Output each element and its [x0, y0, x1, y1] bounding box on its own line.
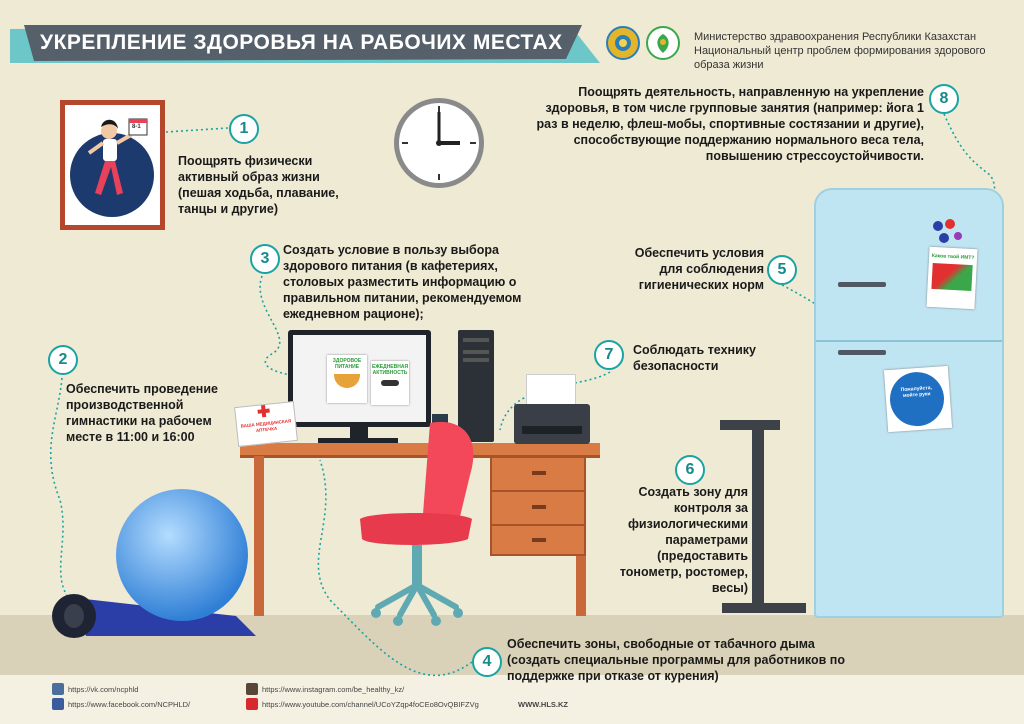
bmi-note — [926, 247, 977, 309]
bmi-note-title: Каков твой ИМТ? — [931, 252, 975, 262]
instagram-link[interactable]: https://www.instagram.com/be_healthy_kz/ — [262, 685, 405, 694]
ministry-line-1: Министерство здравоохранения Республики Казахстан — [694, 31, 977, 43]
fitness-ball — [112, 485, 252, 625]
handwash-sticker — [884, 366, 952, 432]
step-badge-4: 4 — [472, 647, 502, 677]
website-link[interactable]: WWW.HLS.KZ — [518, 700, 568, 709]
ministry-line-2: Национальный центр проблем формирования здорового образа жизни — [694, 45, 986, 71]
calendar-day: 8-1 — [132, 124, 141, 130]
medical-kit-label: ВАША МЕДИЦИНСКАЯ АПТЕЧКА — [240, 418, 292, 434]
facebook-link[interactable]: https://www.facebook.com/NCPHLD/ — [68, 700, 191, 709]
step-badge-7: 7 — [594, 340, 624, 370]
facebook-icon[interactable] — [52, 698, 64, 710]
height-scale-base — [722, 603, 806, 613]
item-5-text: Обеспечить условия для соблюдения гигиенических норм — [634, 246, 764, 292]
item-4-text: Обеспечить зоны, свободные от табачного дыма (создать специальные программы для работников по поддержке при отказе от курения) — [507, 637, 845, 683]
step-badge-3: 3 — [250, 244, 280, 274]
instagram-icon[interactable] — [246, 683, 258, 695]
desk-left-leg — [254, 456, 264, 616]
desk-drawers — [490, 456, 586, 556]
fridge-handle-bottom — [838, 350, 886, 355]
item-6-text: Создать зону для контроля за физиологическими параметрами (предоставить тонометр, ростомер, весы) — [619, 485, 748, 595]
printer — [514, 404, 590, 444]
step-badge-6: 6 — [675, 455, 705, 485]
handwash-sticker-label: Пожалуйста, мойте руки — [900, 385, 933, 400]
vk-link[interactable]: https://vk.com/ncphld — [68, 685, 139, 694]
page-title: УКРЕПЛЕНИЕ ЗДОРОВЬЯ НА РАБОЧИХ МЕСТАХ — [40, 31, 563, 54]
step-badge-2: 2 — [48, 345, 78, 375]
fridge-magnets — [930, 218, 970, 248]
healthy-food-card-label: ЗДОРОВОЕ ПИТАНИЕ — [332, 358, 362, 370]
medical-kit — [234, 401, 298, 447]
daily-activity-card-label: ЕЖЕДНЕВНАЯ АКТИВНОСТЬ — [371, 364, 409, 376]
youtube-icon[interactable] — [246, 698, 258, 710]
item-2-text: Обеспечить проведение производственной гимнастики на рабочем месте в 11:00 и 16:00 — [66, 382, 218, 444]
item-7-text: Соблюдать технику безопасности — [633, 343, 756, 373]
height-scale-post — [752, 430, 764, 610]
item-1-text: Поощрять физически активный образ жизни (пешая ходьба, плавание, танцы и другие) — [178, 154, 339, 216]
item-3-text: Создать условие в пользу выбора здорового питания (в кафетериях, столовых разместить информацию о правильном питании, рекомендуемом ежедневном рационе); — [283, 243, 522, 321]
office-chair — [350, 415, 500, 630]
fridge-handle-top — [838, 282, 886, 287]
healthy-food-card — [327, 355, 367, 403]
step-badge-8: 8 — [929, 84, 959, 114]
computer-monitor — [288, 330, 431, 427]
daily-activity-card — [371, 361, 409, 405]
youtube-link[interactable]: https://www.youtube.com/channel/UCoYZqp4foCEo8OvQBIFZVg — [262, 700, 479, 709]
step-badge-1: 1 — [229, 114, 259, 144]
vk-icon[interactable] — [52, 683, 64, 695]
item-8-text: Поощрять деятельность, направленную на укрепление здоровья, в том числе групповые занятия (например: йога 1 раз в неделю, флеш-мобы, спортивные состязании и другие), способствующие поддержанию нормального веса тела, повышению стрессоустойчивости. — [536, 85, 924, 163]
height-scale-head — [720, 420, 780, 430]
step-badge-5: 5 — [767, 255, 797, 285]
